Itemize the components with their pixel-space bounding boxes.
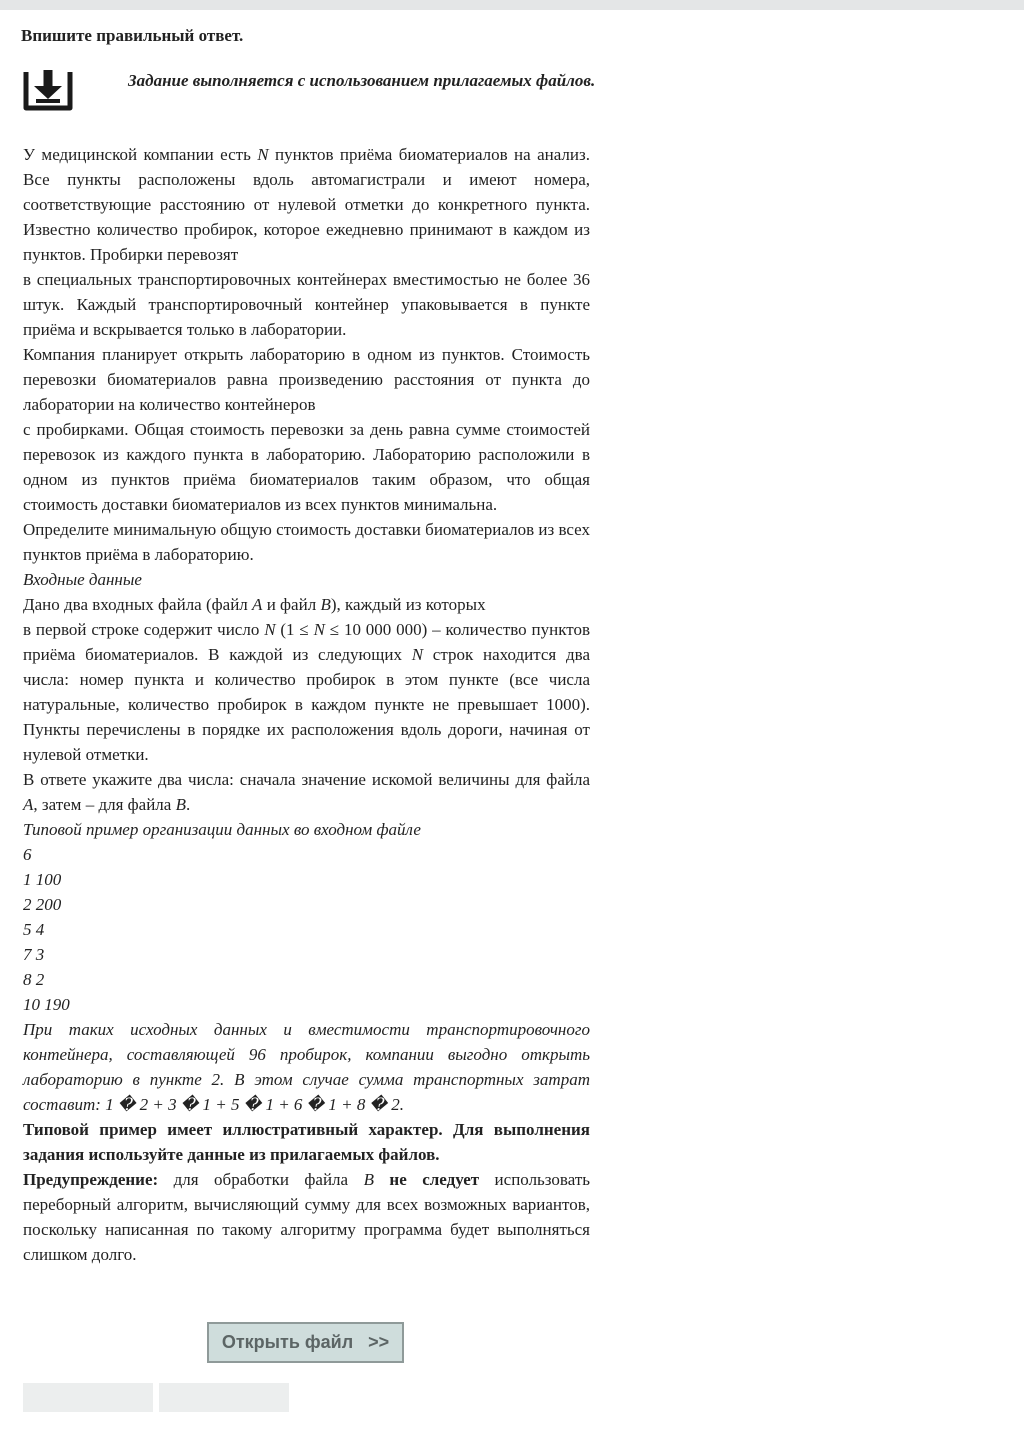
instruction-label: Впишите правильный ответ. [21, 26, 244, 45]
attached-files-note: Задание выполняется с использованием прилагаемых файлов. [128, 71, 596, 90]
input-data-heading: Входные данные [23, 570, 142, 589]
example-line: 7 3 [23, 945, 45, 964]
example-line: 5 4 [23, 920, 45, 939]
example-line: 6 [23, 845, 32, 864]
example-heading: Типовой пример организации данных во входном файле [23, 820, 421, 839]
warning-paragraph: Предупреждение: для обработки файла B не следует использовать переборный алгоритм, вычисляющий сумму для всех возможных вариантов, поскольку написанная по такому алгоритму программа будет выполняться слишком долго. [23, 1170, 591, 1264]
paragraph: в первой строке содержит число N (1 ≤ N ≤ 10 000 000) – количество пунктов приёма биоматериалов. В каждой из следующих N строк находится два числа: номер пункта и количество пробирок в этом пункте (все числа натуральные, количество пробирок в каждом пункте не превышает 1000). Пункты перечислены в порядке их расположения вдоль дороги, начиная от нулевой отметки. [23, 620, 590, 764]
paragraph: Определите минимальную общую стоимость доставки биоматериалов из всех пунктов приёма в лабораторию. [23, 520, 590, 564]
top-bar [0, 0, 1024, 10]
answer-tab-b[interactable] [159, 1383, 289, 1412]
paragraph: У медицинской компании есть N пунктов приёма биоматериалов на анализ. Все пункты расположены вдоль автомагистрали и имеют номера, соответствующие расстоянию от нулевой отметки до конкретного пункта. Известно количество пробирок, которое ежедневно принимают в каждом из пунктов. Пробирки перевозят [23, 145, 590, 264]
paragraph: В ответе укажите два числа: сначала значение искомой величины для файла A, затем – для файла B. [23, 770, 590, 814]
open-file-button[interactable]: Открыть файл >> [207, 1322, 404, 1363]
example-explanation: При таких исходных данных и вместимости транспортировочного контейнера, составляющей 96 пробирок, компании выгодно открыть лабораторию в пункте 2. В этом случае сумма транспортных затрат составит: 1 � 2 + 3 � 1 + 5 � 1 + 6 � 1 + 8 � 2. [23, 1020, 590, 1114]
task-text [23, 142, 590, 1267]
example-line: 8 2 [23, 970, 45, 989]
example-line: 1 100 [23, 870, 62, 889]
illustrative-note: Типовой пример имеет иллюстративный характер. Для выполнения задания используйте данные из прилагаемых файлов. [23, 1120, 590, 1164]
paragraph: с пробирками. Общая стоимость перевозки за день равна сумме стоимостей перевозок из каждого пункта в лабораторию. Лабораторию расположили в одном из пунктов приёма биоматериалов таким образом, что общая стоимость доставки биоматериалов из всех пунктов минимальна. [23, 420, 590, 514]
answer-tab-a[interactable] [23, 1383, 153, 1412]
example-line: 10 190 [23, 995, 70, 1014]
paragraph: Компания планирует открыть лабораторию в одном из пунктов. Стоимость перевозки биоматериалов равна произведению расстояния от пункта до лаборатории на количество контейнеров [23, 345, 590, 414]
download-icon [22, 66, 74, 112]
paragraph: в специальных транспортировочных контейнерах вместимостью не более 36 штук. Каждый транспортировочный контейнер упаковывается в пункте приёма и вскрывается только в лаборатории. [23, 270, 590, 339]
paragraph: Дано два входных файла (файл A и файл B), каждый из которых [23, 595, 486, 614]
example-line: 2 200 [23, 895, 62, 914]
